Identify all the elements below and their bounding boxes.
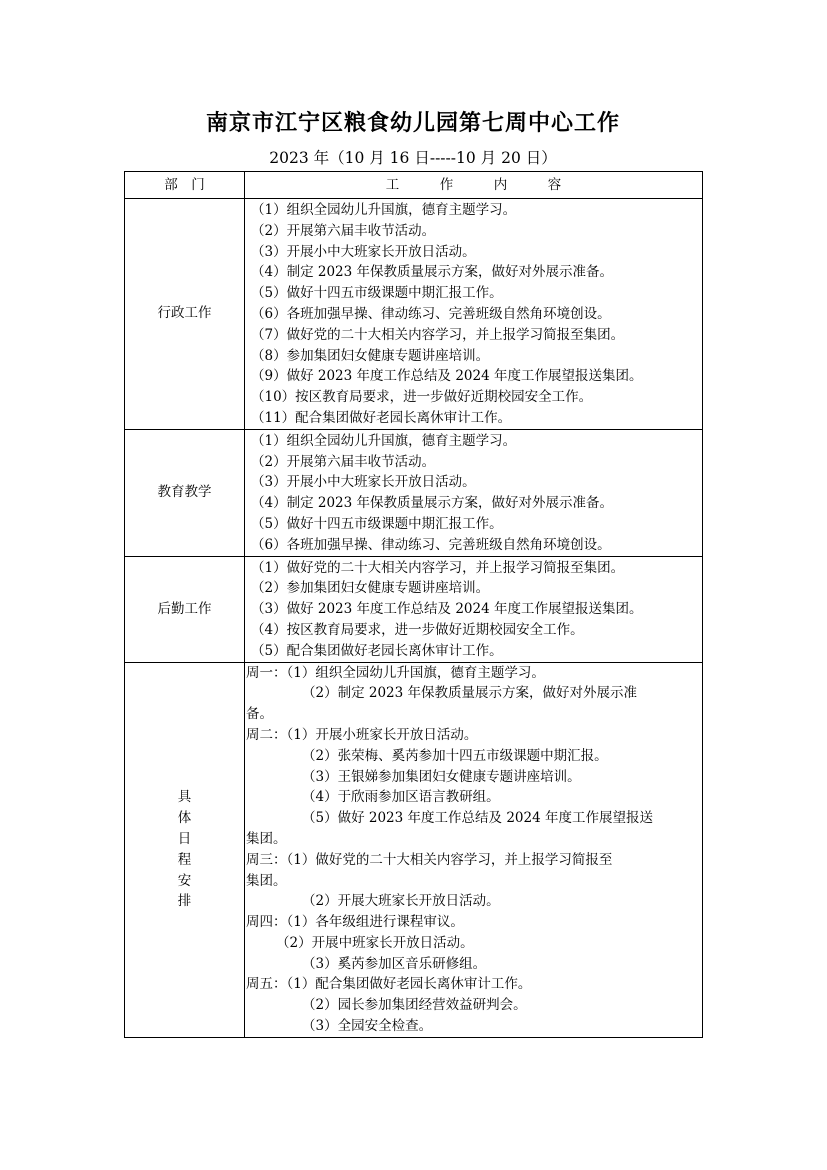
list-item: （1）组织全园幼儿升国旗，德育主题学习。 [251,432,517,449]
list-item: （2）开展第六届丰收节活动。 [251,222,436,239]
list-item: （9）做好 2023 年度工作总结及 2024 年度工作展望报送集团。 [251,368,643,385]
dept-admin: 行政工作 [125,199,245,430]
schedule-line: 集团。 [246,872,287,889]
schedule-line: 集团。 [246,830,287,847]
schedule-line: 周一：（1）组织全园幼儿升国旗，德育主题学习。 [246,664,545,681]
table-row [125,662,703,1037]
list-item: （5）做好十四五市级课题中期汇报工作。 [251,515,503,532]
schedule-line: （2）张荣梅、奚芮参加十四五市级课题中期汇报。 [302,747,608,764]
schedule-line: （3）王银娣参加集团妇女健康专题讲座培训。 [302,768,581,785]
header-content: 工 作 内 容 [245,172,703,199]
dept-education: 教育教学 [125,429,245,556]
items-education [245,429,703,556]
schedule-dept-char: 日 [177,830,192,847]
schedule-line: （2）园长参加集团经营效益研判会。 [302,997,527,1014]
schedule-line: （2）制定 2023 年保教质量展示方案，做好对外展示准 [302,685,638,702]
items-logistics [245,556,703,662]
work-table [124,171,703,1038]
list-item: （6）各班加强早操、律动练习、完善班级自然角环境创设。 [251,536,611,553]
date-range: 2023 年（10 月 16 日-----10 月 20 日） [269,149,557,167]
list-item: （3）做好 2023 年度工作总结及 2024 年度工作展望报送集团。 [251,601,643,618]
schedule-dept-char: 安 [177,872,192,889]
list-item: （2）参加集团妇女健康专题讲座培训。 [251,580,490,597]
header-dept: 部 门 [125,172,245,199]
schedule-dept-char: 体 [177,810,192,827]
list-item: （3）开展小中大班家长开放日活动。 [251,474,476,491]
schedule-line: （3）奚芮参加区音乐研修组。 [302,955,487,972]
list-item: （2）开展第六届丰收节活动。 [251,453,436,470]
schedule-line: 周二：（1）开展小班家长开放日活动。 [246,726,478,743]
schedule-line: 周四：（1）各年级组进行课程审议。 [246,914,464,931]
list-item: （1）组织全园幼儿升国旗，德育主题学习。 [251,202,517,218]
schedule-content [245,662,703,1037]
table-header-row [125,172,703,199]
table-row [125,429,703,556]
schedule-line: 周五：（1）配合集团做好老园长离休审计工作。 [246,976,532,993]
schedule-line: （5）做好 2023 年度工作总结及 2024 年度工作展望报送 [302,810,653,827]
list-item: （11）配合集团做好老园长离休审计工作。 [251,409,512,426]
dept-schedule [125,662,245,1037]
list-item: （5）做好十四五市级课题中期汇报工作。 [251,285,503,302]
schedule-line: （2）开展大班家长开放日活动。 [302,893,500,910]
list-item: （8）参加集团妇女健康专题讲座培训。 [251,347,490,364]
list-item: （7）做好党的二十大相关内容学习，并上报学习简报至集团。 [251,326,625,343]
table-row [125,199,703,430]
table-row [125,556,703,662]
list-item: （6）各班加强早操、律动练习、完善班级自然角环境创设。 [251,305,611,322]
schedule-line: （2）开展中班家长开放日活动。 [276,934,474,951]
schedule-line: 备。 [246,706,273,723]
schedule-line: （3）全园安全检查。 [302,1018,433,1035]
list-item: （4）按区教育局要求，进一步做好近期校园安全工作。 [251,621,584,638]
items-admin [245,199,703,430]
list-item: （1）做好党的二十大相关内容学习，并上报学习简报至集团。 [251,559,625,576]
schedule-dept-char: 排 [177,893,192,910]
list-item: （4）制定 2023 年保教质量展示方案，做好对外展示准备。 [251,264,614,281]
list-item: （10）按区教育局要求，进一步做好近期校园安全工作。 [251,389,593,406]
page-title: 南京市江宁区粮食幼儿园第七周中心工作 [205,110,620,136]
schedule-line: （4）于欣雨参加区语言教研组。 [302,789,500,806]
schedule-line: 周三：（1）做好党的二十大相关内容学习，并上报学习简报至 [246,851,613,868]
schedule-dept-char: 具 [177,789,192,806]
list-item: （4）制定 2023 年保教质量展示方案，做好对外展示准备。 [251,495,614,512]
dept-logistics: 后勤工作 [125,556,245,662]
list-item: （3）开展小中大班家长开放日活动。 [251,243,476,260]
schedule-dept-char: 程 [177,851,192,868]
list-item: （5）配合集团做好老园长离休审计工作。 [251,642,503,659]
